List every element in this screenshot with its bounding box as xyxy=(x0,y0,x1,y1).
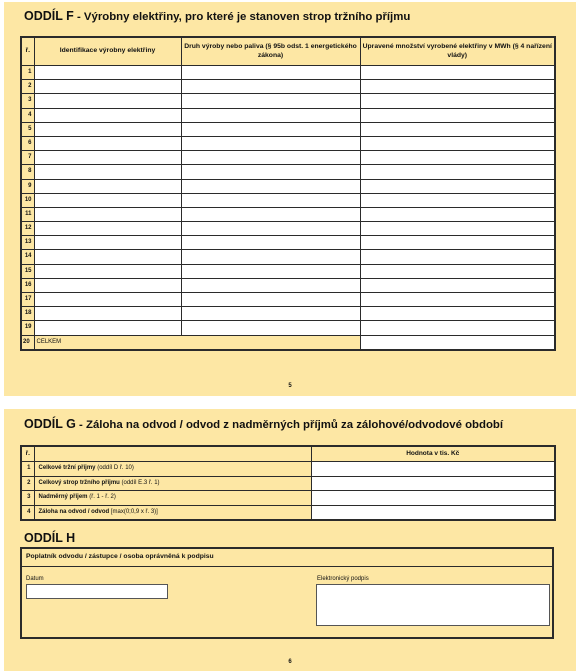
production-type-cell[interactable] xyxy=(181,250,360,264)
production-type-cell[interactable] xyxy=(181,236,360,250)
production-type-cell[interactable] xyxy=(181,151,360,165)
row-number: 2 xyxy=(21,476,34,491)
facility-id-cell[interactable] xyxy=(34,80,181,94)
row-number: 15 xyxy=(21,264,34,278)
value-cell[interactable] xyxy=(311,505,555,520)
facility-id-cell[interactable] xyxy=(34,264,181,278)
table-header-row xyxy=(21,446,555,462)
production-type-cell[interactable] xyxy=(181,122,360,136)
item-label-note: (oddíl D ř. 10) xyxy=(95,465,134,472)
total-label: CELKEM xyxy=(34,335,360,350)
facility-id-cell[interactable] xyxy=(34,122,181,136)
facility-id-cell[interactable] xyxy=(34,108,181,122)
row-number: 16 xyxy=(21,278,34,292)
section-h-title: ODDÍL H xyxy=(24,531,76,545)
col-adjusted-quantity: Upravené množství vyrobené elektřiny v MWh (§ 4 nařízení vlády) xyxy=(360,37,555,66)
page-section-g-h xyxy=(4,409,576,671)
section-f-title-rest: - Výrobny elektřiny, pro které je stanoven strop tržního příjmu xyxy=(73,11,411,23)
table-header-row xyxy=(21,37,555,66)
production-type-cell[interactable] xyxy=(181,264,360,278)
table-row xyxy=(21,307,555,321)
table-row xyxy=(21,94,555,108)
adjusted-quantity-cell[interactable] xyxy=(360,222,555,236)
row-number: 17 xyxy=(21,293,34,307)
page-section-f xyxy=(4,2,576,396)
facility-id-cell[interactable] xyxy=(34,94,181,108)
facility-id-cell[interactable] xyxy=(34,66,181,80)
production-type-cell[interactable] xyxy=(181,222,360,236)
section-g-title xyxy=(24,417,503,431)
adjusted-quantity-cell[interactable] xyxy=(360,207,555,221)
production-type-cell[interactable] xyxy=(181,321,360,335)
table-row xyxy=(21,491,555,506)
row-number: 10 xyxy=(21,193,34,207)
item-label-text: Nadměrný příjem xyxy=(38,494,88,501)
row-number: 3 xyxy=(21,94,34,108)
table-row xyxy=(21,264,555,278)
row-number: 19 xyxy=(21,321,34,335)
facility-id-cell[interactable] xyxy=(34,193,181,207)
adjusted-quantity-cell[interactable] xyxy=(360,236,555,250)
row-number: 20 xyxy=(21,335,34,350)
production-type-cell[interactable] xyxy=(181,307,360,321)
facility-id-cell[interactable] xyxy=(34,179,181,193)
production-type-cell[interactable] xyxy=(181,66,360,80)
date-field[interactable] xyxy=(26,584,168,599)
facility-id-cell[interactable] xyxy=(34,293,181,307)
row-number: 2 xyxy=(21,80,34,94)
col-item xyxy=(34,446,311,462)
col-row-number: ř. xyxy=(21,37,34,66)
table-row xyxy=(21,165,555,179)
adjusted-quantity-cell[interactable] xyxy=(360,136,555,150)
value-cell[interactable] xyxy=(311,462,555,477)
signature-label: Elektronický podpis xyxy=(317,576,369,582)
adjusted-quantity-cell[interactable] xyxy=(360,165,555,179)
facility-id-cell[interactable] xyxy=(34,321,181,335)
col-production-type: Druh výroby nebo paliva (§ 95b odst. 1 energetického zákona) xyxy=(181,37,360,66)
adjusted-quantity-cell[interactable] xyxy=(360,193,555,207)
table-row xyxy=(21,179,555,193)
table-row xyxy=(21,236,555,250)
table-row xyxy=(21,66,555,80)
row-number: 5 xyxy=(21,122,34,136)
value-cell[interactable] xyxy=(311,491,555,506)
table-row xyxy=(21,278,555,292)
production-type-cell[interactable] xyxy=(181,193,360,207)
page-number: 6 xyxy=(288,659,292,665)
facility-id-cell[interactable] xyxy=(34,207,181,221)
adjusted-quantity-cell[interactable] xyxy=(360,293,555,307)
row-number: 11 xyxy=(21,207,34,221)
item-label-note: [max(0;0,9 x ř. 3)] xyxy=(109,508,158,515)
section-g-title-rest: - Záloha na odvod / odvod z nadměrných příjmů za zálohové/odvodové období xyxy=(75,419,504,431)
production-type-cell[interactable] xyxy=(181,80,360,94)
facility-id-cell[interactable] xyxy=(34,278,181,292)
table-row xyxy=(21,505,555,520)
signatory-box xyxy=(20,547,554,639)
signatory-header: Poplatník odvodu / zástupce / osoba oprávněná k podpisu xyxy=(26,553,214,560)
item-label xyxy=(34,505,311,520)
production-type-cell[interactable] xyxy=(181,207,360,221)
adjusted-quantity-cell[interactable] xyxy=(360,264,555,278)
table-row xyxy=(21,207,555,221)
item-label-text: Celkové tržní příjmy xyxy=(38,465,96,472)
adjusted-quantity-cell[interactable] xyxy=(360,179,555,193)
item-label-text: Záloha na odvod / odvod xyxy=(38,508,110,515)
production-type-cell[interactable] xyxy=(181,94,360,108)
row-number: 6 xyxy=(21,136,34,150)
table-row xyxy=(21,321,555,335)
row-number: 3 xyxy=(21,491,34,506)
adjusted-quantity-cell[interactable] xyxy=(360,278,555,292)
table-row xyxy=(21,108,555,122)
production-type-cell[interactable] xyxy=(181,108,360,122)
advance-levy-table xyxy=(20,445,556,521)
table-row xyxy=(21,151,555,165)
section-g-title-lead: ODDÍL G xyxy=(24,417,76,431)
adjusted-quantity-cell[interactable] xyxy=(360,151,555,165)
table-row xyxy=(21,293,555,307)
item-label xyxy=(34,491,311,506)
adjusted-quantity-cell[interactable] xyxy=(360,94,555,108)
facility-id-cell[interactable] xyxy=(34,165,181,179)
adjusted-quantity-cell[interactable] xyxy=(360,122,555,136)
table-row xyxy=(21,250,555,264)
value-cell[interactable] xyxy=(311,476,555,491)
production-type-cell[interactable] xyxy=(181,136,360,150)
adjusted-quantity-cell[interactable] xyxy=(360,108,555,122)
facility-id-cell[interactable] xyxy=(34,136,181,150)
facility-id-cell[interactable] xyxy=(34,250,181,264)
date-label: Datum xyxy=(26,576,44,582)
adjusted-quantity-cell[interactable] xyxy=(360,80,555,94)
adjusted-quantity-cell[interactable] xyxy=(360,307,555,321)
row-number: 18 xyxy=(21,307,34,321)
electronic-signature-field[interactable] xyxy=(316,584,550,626)
total-row xyxy=(21,335,555,350)
row-number: 7 xyxy=(21,151,34,165)
row-number: 1 xyxy=(21,462,34,477)
facility-id-cell[interactable] xyxy=(34,307,181,321)
production-type-cell[interactable] xyxy=(181,278,360,292)
table-row xyxy=(21,462,555,477)
table-row xyxy=(21,80,555,94)
header-divider xyxy=(22,566,552,567)
table-row xyxy=(21,136,555,150)
item-label-note: (oddíl E.3 ř. 1) xyxy=(119,479,160,486)
row-number: 8 xyxy=(21,165,34,179)
table-row xyxy=(21,476,555,491)
item-label xyxy=(34,462,311,477)
total-quantity-cell[interactable] xyxy=(360,335,555,350)
page-number: 5 xyxy=(288,383,292,389)
adjusted-quantity-cell[interactable] xyxy=(360,321,555,335)
row-number: 9 xyxy=(21,179,34,193)
col-facility-id: Identifikace výrobny elektřiny xyxy=(34,37,181,66)
table-row xyxy=(21,222,555,236)
row-number: 4 xyxy=(21,505,34,520)
item-label-note: (ř. 1 - ř. 2) xyxy=(87,494,116,501)
production-facilities-table xyxy=(20,36,556,351)
item-label xyxy=(34,476,311,491)
col-row-number: ř. xyxy=(21,446,34,462)
facility-id-cell[interactable] xyxy=(34,151,181,165)
section-f-title-lead: ODDÍL F xyxy=(24,9,74,23)
row-number: 14 xyxy=(21,250,34,264)
adjusted-quantity-cell[interactable] xyxy=(360,66,555,80)
row-number: 4 xyxy=(21,108,34,122)
row-number: 12 xyxy=(21,222,34,236)
production-type-cell[interactable] xyxy=(181,179,360,193)
col-value: Hodnota v tis. Kč xyxy=(311,446,555,462)
row-number: 1 xyxy=(21,66,34,80)
row-number: 13 xyxy=(21,236,34,250)
table-row xyxy=(21,193,555,207)
item-label-text: Celkový strop tržního příjmu xyxy=(38,479,120,486)
adjusted-quantity-cell[interactable] xyxy=(360,250,555,264)
facility-id-cell[interactable] xyxy=(34,222,181,236)
facility-id-cell[interactable] xyxy=(34,236,181,250)
table-row xyxy=(21,122,555,136)
production-type-cell[interactable] xyxy=(181,293,360,307)
section-f-title xyxy=(24,9,410,23)
production-type-cell[interactable] xyxy=(181,165,360,179)
